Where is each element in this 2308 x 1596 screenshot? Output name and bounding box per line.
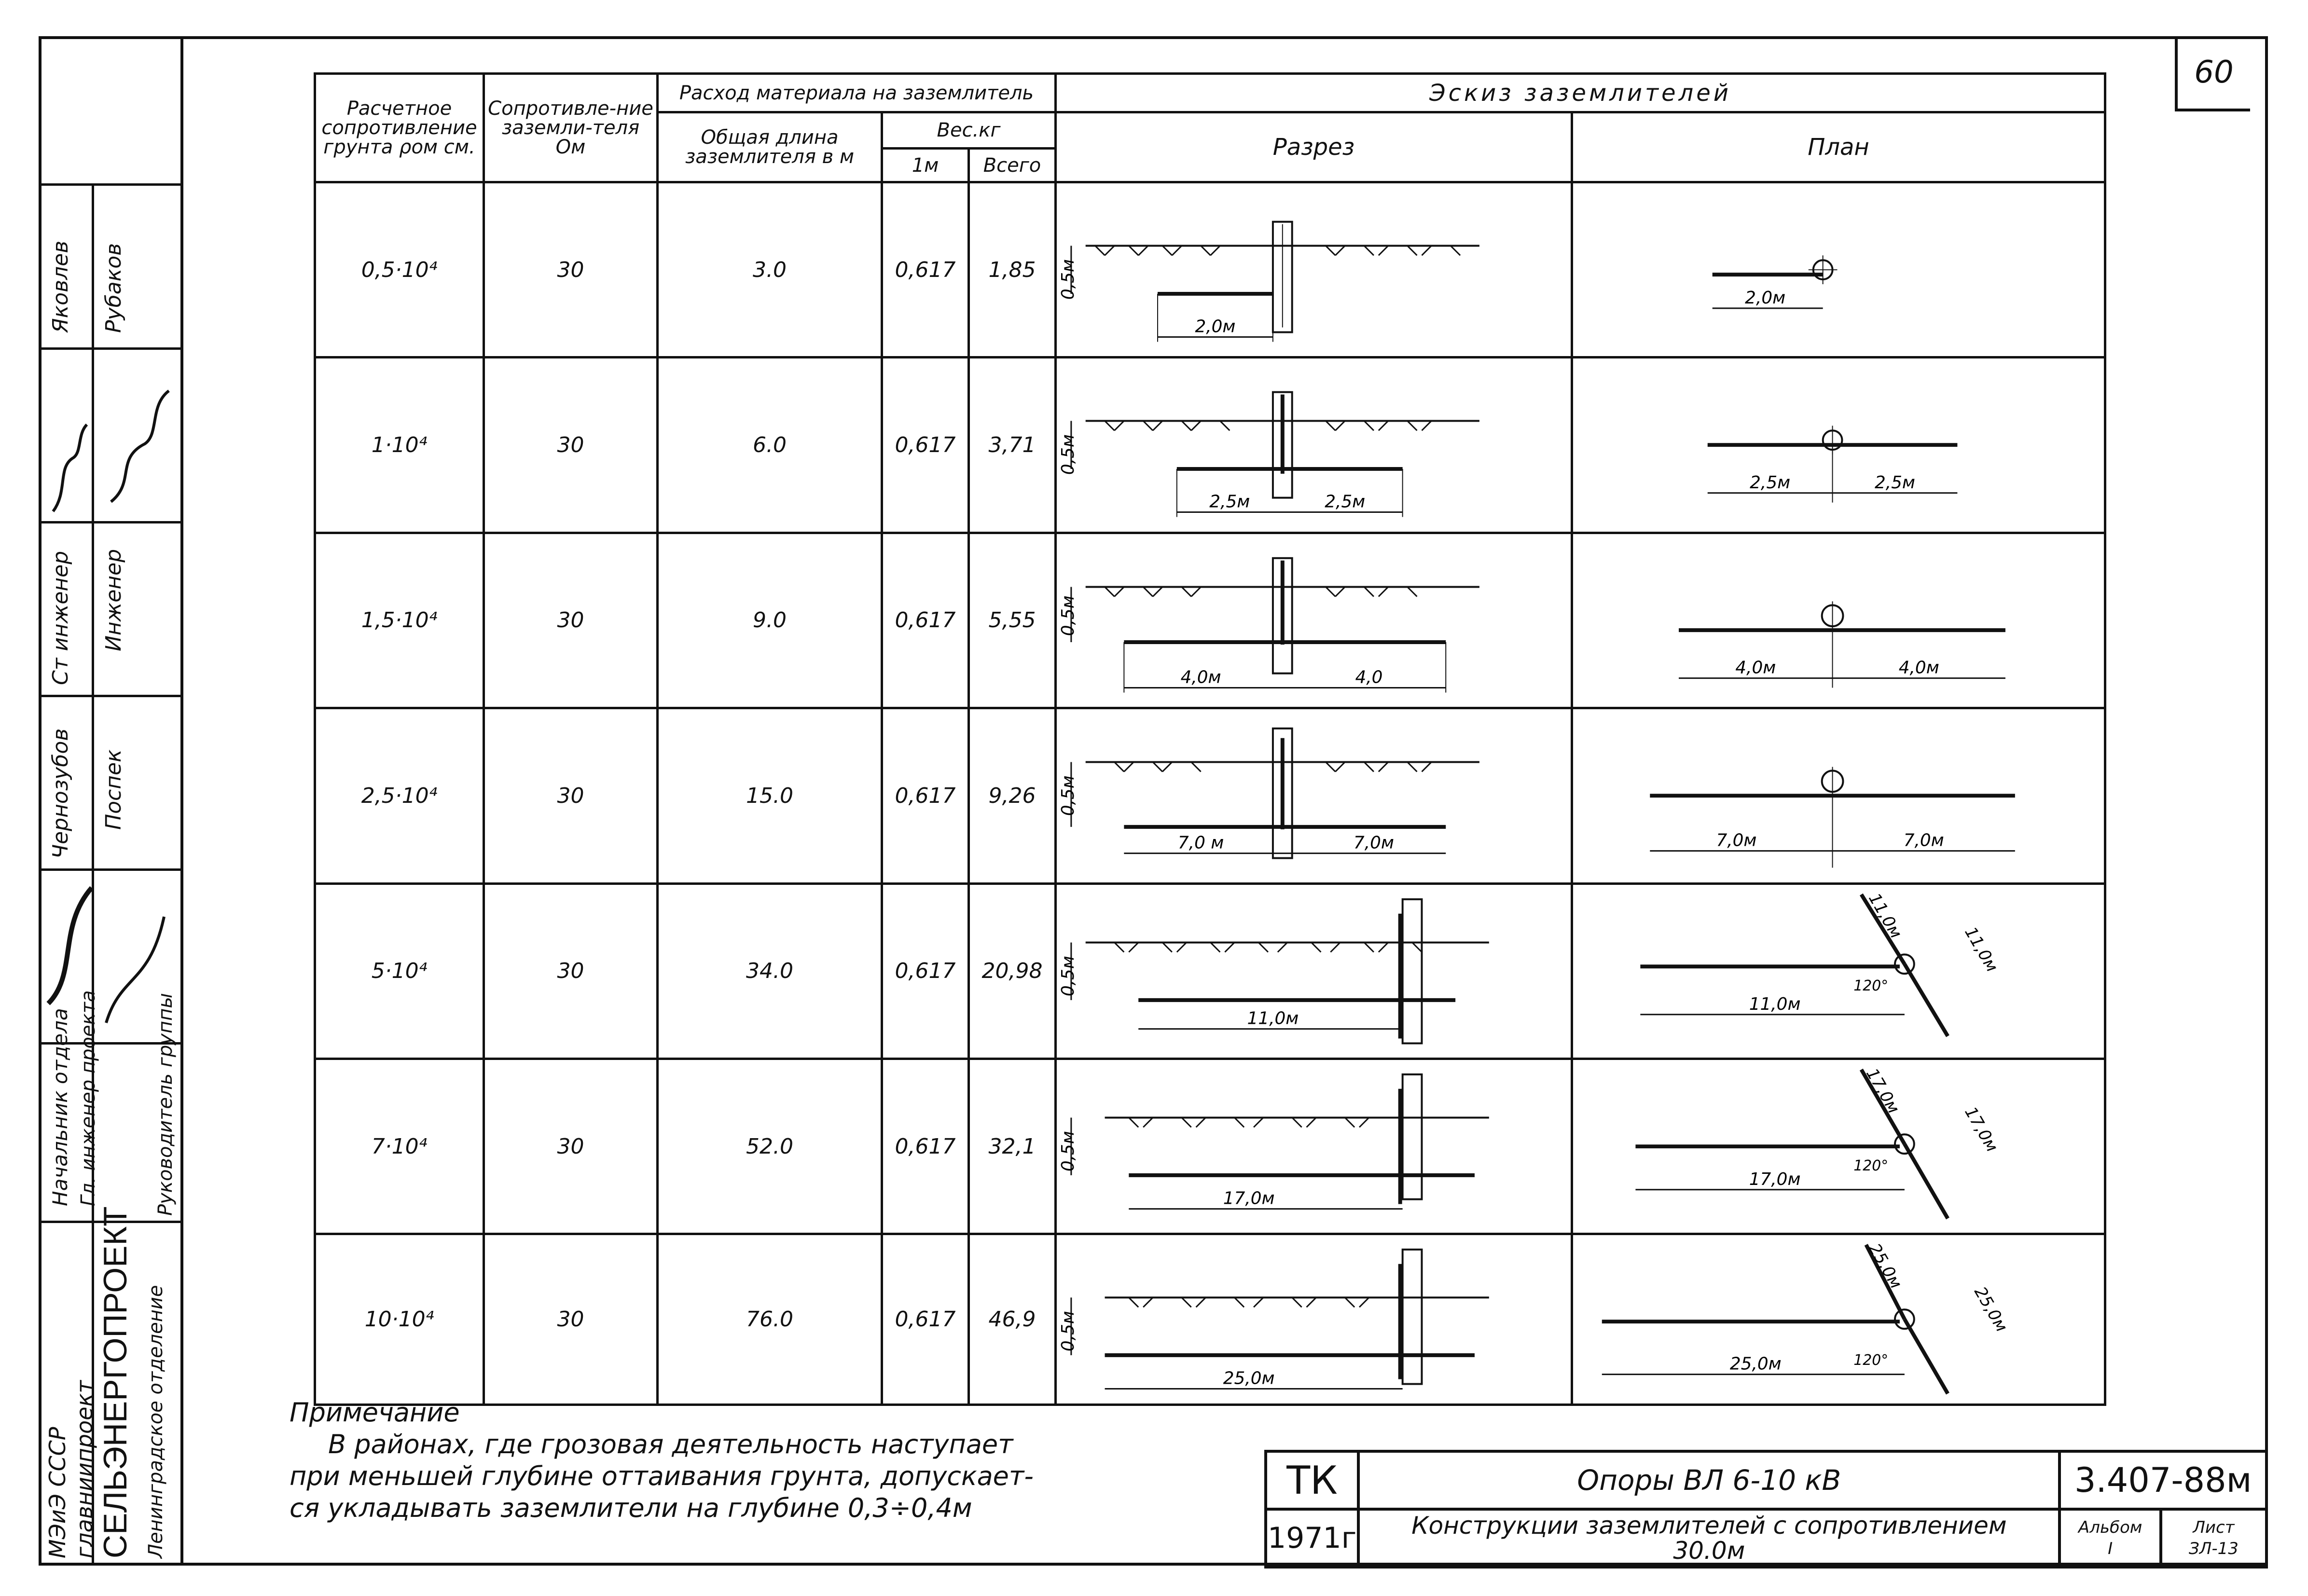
cell-resistance: 30 (484, 1059, 658, 1234)
stamp-position: Ст инженер (48, 550, 73, 685)
cell-length: 34.0 (658, 883, 882, 1059)
header-weight-total: Всего (969, 149, 1056, 182)
section-drawing (1057, 885, 1571, 1058)
note-title: Примечание (290, 1397, 460, 1428)
header-resistance: Сопротивле-ние заземли-теля Ом (484, 74, 658, 182)
plan-drawing (1573, 709, 2104, 882)
dim-label: 17,0м (1749, 1169, 1801, 1189)
header-material: Расход материала на заземлитель (658, 74, 1056, 112)
cell-resistance: 30 (484, 1234, 658, 1404)
dim-label: 17,0м (1862, 1065, 1904, 1117)
section-sketch (1056, 358, 1572, 533)
cell-weight-total: 46,9 (969, 1234, 1056, 1404)
cell-weight-total: 3,71 (969, 358, 1056, 533)
sheet-label: Лист (2193, 1518, 2235, 1537)
dim-label: 11,0м (1961, 923, 2002, 975)
dim-label: 2,5м (1209, 492, 1250, 512)
cell-resistivity: 2,5·10⁴ (315, 708, 484, 883)
plan-drawing (1573, 1060, 2104, 1233)
section-sketch (1056, 182, 1572, 358)
plan-drawing (1573, 885, 2104, 1058)
stamp-org: МЭиЭ СССР (44, 1427, 70, 1558)
dim-label: 25,0м (1729, 1354, 1782, 1374)
cell-weight-total: 1,85 (969, 182, 1056, 358)
header-section: Разрез (1056, 112, 1572, 182)
section-sketch (1056, 883, 1572, 1059)
note-line: при меньшей глубине оттаивания грунта, допускает- (290, 1461, 1034, 1491)
section-sketch (1056, 1059, 1572, 1234)
plan-sketch (1572, 358, 2105, 533)
stamp-position: Инженер (101, 549, 126, 651)
stamp-position: Гл. инженер проекта (77, 990, 99, 1206)
dim-label: 7,0м (1353, 833, 1394, 853)
drawing-title: Опоры ВЛ 6-10 кВ (1358, 1451, 2059, 1509)
cell-weight-per-m: 0,617 (882, 708, 969, 883)
cell-length: 6.0 (658, 358, 882, 533)
dim-label: 11,0м (1865, 890, 1906, 941)
cell-weight-per-m: 0,617 (882, 1059, 969, 1234)
cell-resistance: 30 (484, 358, 658, 533)
plan-drawing (1573, 534, 2104, 707)
dim-label: 17,0м (1223, 1188, 1275, 1209)
album-label: Альбом (2078, 1518, 2142, 1537)
dim-label: 25,0м (1970, 1283, 2012, 1335)
angle-label: 120° (1853, 1157, 1889, 1174)
depth-label: 0,5м (1058, 595, 1078, 636)
dim-label: 2,5м (1874, 473, 1915, 493)
dim-label: 7,0м (1903, 830, 1944, 851)
stamp-org: Ленинградское отделение (145, 1285, 167, 1558)
dim-label: 7,0 м (1177, 833, 1224, 853)
stamp-position: Руководитель группы (154, 993, 177, 1216)
cell-length: 15.0 (658, 708, 882, 883)
cell-length: 3.0 (658, 182, 882, 358)
dim-label: 2,0м (1195, 316, 1236, 337)
depth-label: 0,5м (1058, 1311, 1078, 1352)
cell-weight-total: 20,98 (969, 883, 1056, 1059)
tk-label: ТК (1266, 1451, 1358, 1509)
dim-label: 2,5м (1325, 492, 1366, 512)
dim-label: 11,0м (1749, 994, 1801, 1014)
header-plan: План (1572, 112, 2105, 182)
stamp-org-name: СЕЛЬЭНЕРГОПРОЕКТ (97, 1206, 134, 1558)
table-row (315, 708, 2105, 883)
cell-resistance: 30 (484, 182, 658, 358)
cell-weight-per-m: 0,617 (882, 533, 969, 708)
header-sketch: Эскиз заземлителей (1056, 74, 2105, 112)
cell-resistivity: 7·10⁴ (315, 1059, 484, 1234)
title-block (1264, 1450, 2268, 1568)
sheet-value: ЗЛ-13 (2188, 1539, 2239, 1558)
note-line: ся укладывать заземлители на глубине 0,3÷0,4м (290, 1493, 972, 1523)
section-drawing (1057, 1235, 1571, 1403)
header-resistivity: Расчетное сопротивление грунта ρом см. (315, 74, 484, 182)
dim-label: 17,0м (1961, 1103, 2002, 1155)
table-row (315, 533, 2105, 708)
plan-sketch (1572, 708, 2105, 883)
grounding-table (314, 72, 2106, 1406)
plan-drawing (1573, 183, 2104, 356)
cell-weight-per-m: 0,617 (882, 358, 969, 533)
table-row (315, 358, 2105, 533)
header-length: Общая длина заземлителя в м (658, 112, 882, 182)
dim-label: 2,5м (1750, 473, 1791, 493)
dim-label: 25,0м (1865, 1240, 1906, 1292)
cell-resistance: 30 (484, 883, 658, 1059)
plan-sketch (1572, 182, 2105, 358)
cell-resistance: 30 (484, 533, 658, 708)
cell-length: 52.0 (658, 1059, 882, 1234)
cell-length: 9.0 (658, 533, 882, 708)
section-drawing (1057, 709, 1571, 882)
year-label: 1971г (1266, 1509, 1358, 1567)
depth-label: 0,5м (1058, 434, 1078, 475)
table-row (315, 1234, 2105, 1404)
table-row (315, 883, 2105, 1059)
cell-length: 76.0 (658, 1234, 882, 1404)
plan-sketch (1572, 533, 2105, 708)
dim-label: 25,0м (1223, 1368, 1275, 1389)
cell-weight-per-m: 0,617 (882, 1234, 969, 1404)
sheet-cell (2161, 1509, 2267, 1567)
signatures (39, 347, 183, 1042)
plan-sketch (1572, 1234, 2105, 1404)
album-cell (2059, 1509, 2160, 1567)
note (290, 1397, 1034, 1524)
depth-label: 0,5м (1058, 259, 1078, 300)
cell-resistivity: 1,5·10⁴ (315, 533, 484, 708)
cell-weight-total: 9,26 (969, 708, 1056, 883)
cell-resistivity: 0,5·10⁴ (315, 182, 484, 358)
section-drawing (1057, 534, 1571, 707)
drawing-subtitle: Конструкции заземлителей с сопротивлением 30.0м (1358, 1509, 2059, 1567)
dim-label: 11,0м (1247, 1008, 1299, 1029)
header-weight: Вес.кг (882, 112, 1056, 149)
table-row (315, 182, 2105, 358)
cell-resistivity: 1·10⁴ (315, 358, 484, 533)
dim-label: 7,0м (1716, 830, 1757, 851)
depth-label: 0,5м (1058, 775, 1078, 816)
cell-weight-per-m: 0,617 (882, 182, 969, 358)
page-number: 60 (2175, 36, 2250, 111)
section-sketch (1056, 533, 1572, 708)
plan-sketch (1572, 883, 2105, 1059)
section-drawing (1057, 358, 1571, 531)
stamp-divider (39, 183, 183, 186)
stamp-org: главниипроект (71, 1380, 97, 1558)
dim-label: 4,0м (1898, 658, 1939, 678)
plan-sketch (1572, 1059, 2105, 1234)
cell-resistivity: 10·10⁴ (315, 1234, 484, 1404)
depth-label: 0,5м (1058, 1131, 1078, 1172)
stamp-name: Поспек (101, 749, 126, 830)
plan-drawing (1573, 1235, 2104, 1403)
section-sketch (1056, 1234, 1572, 1404)
cell-weight-per-m: 0,617 (882, 883, 969, 1059)
dim-label: 4,0 (1355, 667, 1383, 688)
note-line: В районах, где грозовая деятельность наступает (328, 1429, 1013, 1459)
section-sketch (1056, 708, 1572, 883)
section-drawing (1057, 1060, 1571, 1233)
dim-label: 4,0м (1180, 667, 1221, 688)
table-row (315, 1059, 2105, 1234)
stamp-name: Яковлев (48, 240, 73, 333)
stamp-name: Рубаков (101, 243, 126, 333)
stamp-position: Начальник отдела (48, 1008, 72, 1206)
angle-label: 120° (1853, 977, 1889, 994)
depth-label: 0,5м (1058, 955, 1078, 996)
plan-drawing (1573, 358, 2104, 531)
drawing-code: 3.407-88м (2059, 1451, 2267, 1509)
dim-label: 2,0м (1745, 288, 1786, 308)
angle-label: 120° (1853, 1352, 1889, 1369)
section-drawing (1057, 183, 1571, 356)
album-value: I (2108, 1539, 2113, 1558)
cell-weight-total: 32,1 (969, 1059, 1056, 1234)
cell-weight-total: 5,55 (969, 533, 1056, 708)
stamp-name: Чернозубов (48, 728, 73, 859)
cell-resistivity: 5·10⁴ (315, 883, 484, 1059)
header-weight-per-m: 1м (882, 149, 969, 182)
cell-resistance: 30 (484, 708, 658, 883)
dim-label: 4,0м (1735, 658, 1776, 678)
